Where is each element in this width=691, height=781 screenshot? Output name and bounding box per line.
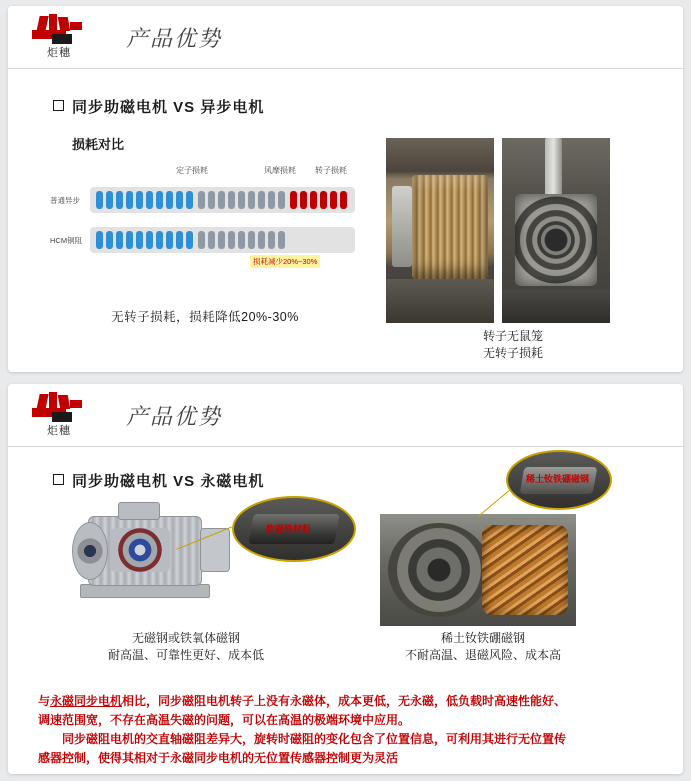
motor-terminal-box (118, 502, 160, 520)
slide1-title: 产品优势 (126, 26, 223, 51)
logo-company-name-2: 炬穗 (47, 425, 71, 437)
slide1-section-heading-text: 同步助磁电机 VS 异步电机 (72, 99, 265, 116)
chart-track-hcm (90, 227, 355, 253)
rotor-shaft-region (392, 186, 411, 267)
segment-label-rotor: 转子损耗 (315, 166, 347, 175)
note-line-1 (38, 692, 656, 711)
chart-area (50, 165, 360, 275)
slide2-section-heading-text: 同步助磁电机 VS 永磁电机 (72, 473, 265, 490)
company-logo (28, 14, 86, 60)
note-line-2: 调速范围宽，不存在高温失磁的问题，可以在高温的极端环境中应用。 (38, 713, 411, 727)
pm-rotor-ring-region (388, 523, 490, 617)
chart-title: 损耗对比 (72, 137, 125, 152)
slide2-section-heading (53, 470, 264, 491)
logo-mark-icon (28, 14, 86, 44)
rotor-lamination-region (515, 194, 597, 287)
left-caption-block (86, 630, 286, 664)
segment-label-windage: 风摩损耗 (264, 166, 296, 175)
left-caption-line2: 耐高温、可靠性更好、成本低 (107, 648, 264, 662)
copper-winding-region (482, 525, 568, 615)
motor-feet (80, 584, 210, 598)
loss-comparison-chart (50, 134, 360, 325)
company-logo-2 (28, 392, 86, 438)
right-caption-block (378, 630, 588, 664)
photo-caption-line2: 无转子损耗 (482, 346, 543, 360)
bottom-summary-note (38, 692, 656, 768)
slide1-header (8, 6, 683, 69)
motor-cutaway-drawing (66, 500, 246, 608)
slide1-section-heading (53, 96, 264, 117)
photo-background-base (502, 290, 610, 323)
slide2-header (8, 384, 683, 447)
slide-product-advantage-1 (8, 6, 683, 372)
right-caption-line2: 不耐高温、退磁风险、成本高 (404, 648, 561, 662)
photo-induction-rotor (386, 138, 494, 323)
note-line1-prefix: 与 (38, 694, 51, 708)
logo-mark-icon-2 (28, 392, 86, 422)
logo-company-name: 炬穗 (47, 47, 71, 59)
photo-syncrel-rotor (502, 138, 610, 323)
rotor-winding-region (412, 175, 488, 279)
slide2-title: 产品优势 (126, 404, 223, 429)
note-line-3: 同步磁阻电机的交直轴磁阻差异大，旋转时磁阻的变化包含了位置信息，可利用其进行无位置传 (62, 732, 567, 746)
photo-caption-block-1 (438, 328, 588, 362)
right-caption-line1: 稀土钕铁硼磁钢 (440, 631, 525, 645)
chart-reduce-badge: 损耗减少20%~30% (250, 255, 320, 268)
motor-front-flange (72, 522, 108, 580)
callout-label-left: 软磁铁材料 (266, 524, 312, 534)
chart-track-induction (90, 187, 355, 213)
chart-row-induction (50, 187, 360, 215)
photo-caption-line1: 转子无鼠笼 (482, 329, 543, 343)
motor-fan-cover (200, 528, 230, 572)
left-caption-line1: 无磁钢或铁氧体磁钢 (131, 631, 240, 645)
photo-background-floor (386, 279, 494, 323)
segment-label-stator: 定子损耗 (176, 166, 208, 175)
chart-row-label-induction: 普通异步 (50, 196, 80, 205)
bullet-square-icon (53, 100, 64, 111)
photo-pm-motor-winding (380, 514, 576, 626)
rotor-shaft2-region (545, 138, 562, 201)
chart-caption: 无转子损耗，损耗降低20%-30% (111, 310, 299, 324)
note-highlight-pm-motor: 永磁同步电机 (50, 694, 123, 708)
bullet-square-icon-2 (53, 474, 64, 485)
chart-row-label-hcm: HCM铜阻 (50, 236, 83, 245)
note-line-4: 感器控制，使得其相对于永磁同步电机的无位置传感器控制更为灵活 (38, 751, 399, 765)
note-line1-rest: 相比，同步磁阻电机转子上没有永磁体，成本更低，无永磁，低负载时高速性能好、 (122, 694, 567, 708)
motor-rotor-core (110, 528, 170, 572)
callout-label-right: 稀土钕铁硼磁钢 (526, 474, 590, 484)
chart-row-hcm (50, 227, 360, 266)
